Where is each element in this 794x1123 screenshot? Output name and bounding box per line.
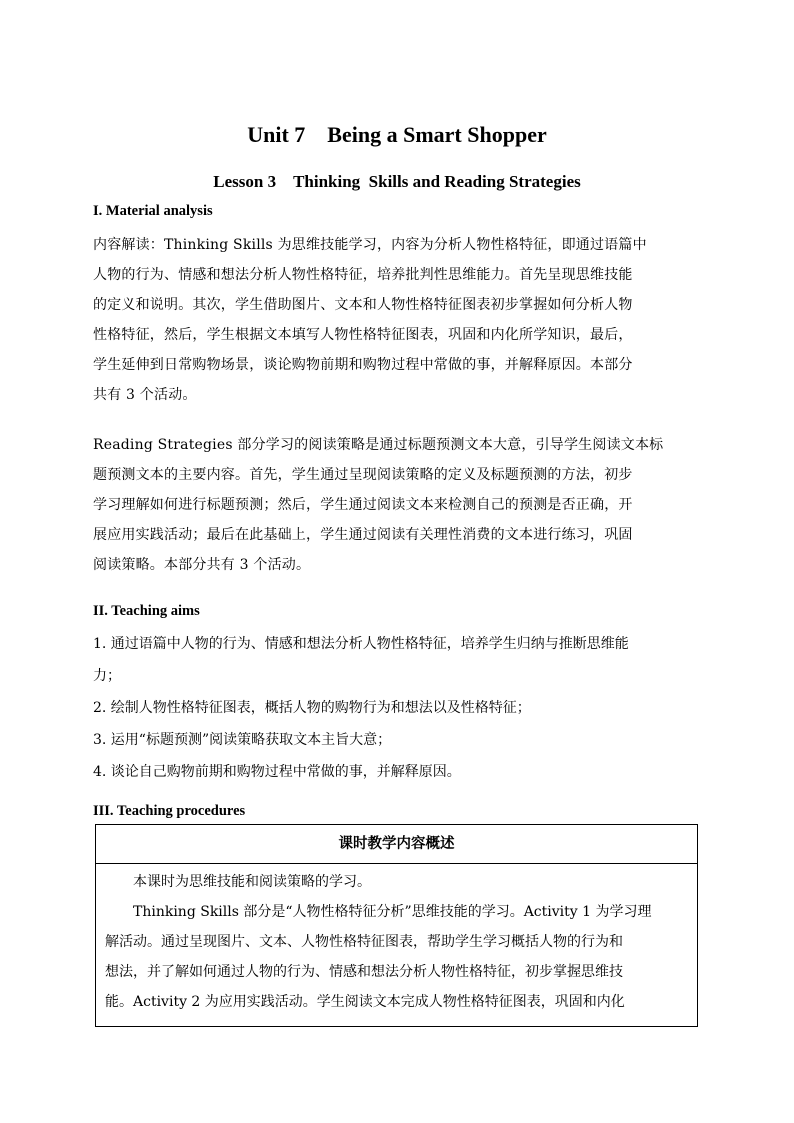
paragraph-line: 题预测文本的主要内容。首先，学生通过呈现阅读策略的定义及标题预测的方法，初步 xyxy=(93,467,633,483)
paragraph-line: 学习理解如何进行标题预测；然后，学生通过阅读文本来检测自己的预测是否正确，开 xyxy=(93,497,633,513)
paragraph-line: 性格特征，然后，学生根据文本填写人物性格特征图表，巩固和内化所学知识，最后， xyxy=(93,327,633,343)
teaching-procedures-heading: III. Teaching procedures xyxy=(93,803,246,819)
teaching-aims-list xyxy=(93,628,713,788)
paragraph-line: 内容解读：Thinking Skills 为思维技能学习，内容为分析人物性格特征，即通过语篇中 xyxy=(93,237,647,253)
aim-item: 1. 通过语篇中人物的行为、情感和想法分析人物性格特征，培养学生归纳与推断思维能 xyxy=(93,636,629,652)
table-line: 解活动。通过呈现图片、文本、人物性格特征图表，帮助学生学习概括人物的行为和 xyxy=(105,934,623,950)
reading-strategies-paragraph xyxy=(93,430,713,580)
paragraph-line: 共有 3 个活动。 xyxy=(93,387,197,403)
content-interpretation-paragraph xyxy=(93,230,713,410)
paragraph-line: 展应用实践活动；最后在此基础上，学生通过阅读有关理性消费的文本进行练习，巩固 xyxy=(93,527,633,543)
aim-item: 3. 运用“标题预测”阅读策略获取文本主旨大意； xyxy=(93,732,392,748)
lesson-subtitle: Lesson 3 Thinking Skills and Reading Strategies xyxy=(213,172,581,191)
table-line: 能。Activity 2 为应用实践活动。学生阅读文本完成人物性格特征图表，巩固和内化 xyxy=(105,994,625,1010)
paragraph-line: 人物的行为、情感和想法分析人物性格特征，培养批判性思维能力。首先呈现思维技能 xyxy=(93,267,633,283)
material-analysis-heading: I. Material analysis xyxy=(93,203,213,219)
paragraph-line: 阅读策略。本部分共有 3 个活动。 xyxy=(93,557,311,573)
table-line: Thinking Skills 部分是“人物性格特征分析”思维技能的学习。Activity 1 为学习理 xyxy=(105,904,652,920)
teaching-aims-heading: II. Teaching aims xyxy=(93,603,200,619)
unit-title: Unit 7 Being a Smart Shopper xyxy=(247,122,547,147)
lesson-overview-table xyxy=(95,824,698,1027)
paragraph-line: 的定义和说明。其次，学生借助图片、文本和人物性格特征图表初步掌握如何分析人物 xyxy=(93,297,633,313)
table-body xyxy=(96,864,697,1017)
aim-item: 力； xyxy=(93,668,121,684)
aim-item: 4. 谈论自己购物前期和购物过程中常做的事，并解释原因。 xyxy=(93,764,461,780)
paragraph-line: 学生延伸到日常购物场景，谈论购物前期和购物过程中常做的事，并解释原因。本部分 xyxy=(93,357,633,373)
table-line: 想法，并了解如何通过人物的行为、情感和想法分析人物性格特征，初步掌握思维技 xyxy=(105,964,623,980)
paragraph-line: Reading Strategies 部分学习的阅读策略是通过标题预测文本大意，引导学生阅读文本标 xyxy=(93,437,664,453)
table-header: 课时教学内容概述 xyxy=(96,825,697,864)
aim-item: 2. 绘制人物性格特征图表，概括人物的购物行为和想法以及性格特征； xyxy=(93,700,531,716)
table-line: 本课时为思维技能和阅读策略的学习。 xyxy=(105,874,371,890)
